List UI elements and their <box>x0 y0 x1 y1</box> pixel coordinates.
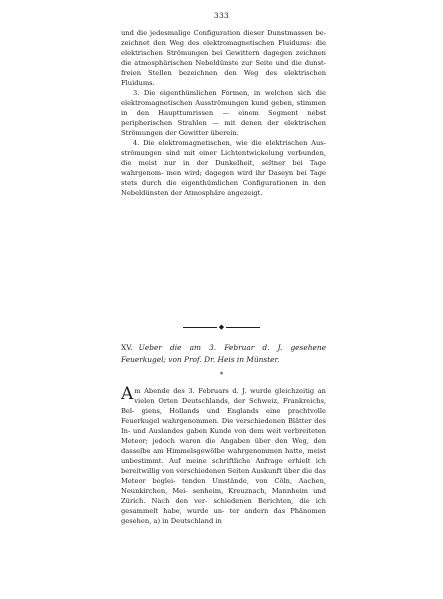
page-number: 333 <box>213 11 230 20</box>
text-line: freien Stellen bezeichnen den Weg des elektrischen Fluidums. <box>121 69 326 87</box>
section-divider <box>0 324 443 330</box>
divider-line-left <box>183 327 217 328</box>
text-line: giens, Hollands und Englands eine prachtvolle Feuerkugel <box>121 407 326 425</box>
paragraph-4 <box>121 138 326 198</box>
text-line: die atmosphärischen Nebeldünste zur Seite und die dunst- <box>121 59 326 67</box>
top-text-block <box>121 28 326 198</box>
divider-line-right <box>226 327 260 328</box>
drop-cap: A <box>121 384 134 404</box>
text-line: Gewitter überein. <box>178 129 239 137</box>
text-line: und die jedesmalige Configuration dieser Dunstmassen be- <box>121 29 326 37</box>
text-line: am Himmelsgewölbe wahrgenommen hatte, meist unbestimmt. <box>121 447 326 465</box>
text-line: elektrischen Strömungen bei Gewittern dagegen zeichnen <box>121 49 326 57</box>
text-line: den Haupttumrissen — einem Segment nebst peripherischen <box>121 109 326 127</box>
text-line: men wird; dagegen wird ihr Daseyn bei Tage stets durch <box>121 169 326 187</box>
text-line: 3. Die eigenthümlichen Formen, in welchen sich die <box>133 89 326 97</box>
text-line: ter andern das Phänomen gesehen, a) in Deutschland in <box>121 507 326 525</box>
text-line: Auf meine schriftliche Anfrage erhielt ich bereitwillig von <box>121 457 326 475</box>
text-line: Atmosphäre angezeigt. <box>184 189 263 197</box>
text-line: senheim, Kreuznach, Mannheim und Zürich. Nach den ver- <box>121 487 326 505</box>
text-line: elektromagnetischen Ausströmungen kund geben, stimmen in <box>121 99 326 117</box>
paragraph-2-continuation <box>121 28 326 88</box>
text-line: meist nur in der Dunkelheit, seltner bei Tage wahrgenom- <box>121 159 326 177</box>
body-text-block <box>121 386 326 526</box>
text-line: 4. Die elektromagnetischen, wie die elektrischen Aus- <box>133 139 326 147</box>
text-line: Strahlen — mit denen der elektrischen Strömungen der <box>121 119 326 137</box>
text-line: wahrgenommen. Die verschiedenen Blätter des In- und <box>121 417 326 435</box>
divider-ornament: ◆ <box>218 323 225 331</box>
body-paragraph <box>121 386 326 526</box>
text-line: Auslandes gaben Kunde von dem weit verbreiteten Meteor; <box>121 427 326 445</box>
text-line: strömungen sind mit einer Lichtentwickelung verbunden, die <box>121 149 326 167</box>
paragraph-3 <box>121 88 326 138</box>
section-title: Ueber die am 3. Februar d. J. gesehene Feuerkugel; von Prof. Dr. Heis in Münster. <box>121 343 326 364</box>
text-line: vielen Orten Deutschlands, der Schweiz, Frankreichs, Bel- <box>121 397 326 415</box>
text-line: verschiedenen Seiten Auskunft über die das Meteor beglei- <box>121 467 326 485</box>
text-line: m Abende des 3. Februars d. J. wurde gleichzeitig an <box>134 387 326 395</box>
section-heading <box>121 342 326 366</box>
text-line: zeichnet den Weg des elektromagnetischen Fluidums: die <box>121 39 326 47</box>
section-numeral: XV. <box>121 343 133 352</box>
text-line: tenden Umstände, von Cöln, Aachen, Neunkirchen, Mei- <box>121 477 326 495</box>
text-line: die eigenthümlichen Configurationen in den Nebeldünsten der <box>121 179 326 197</box>
footnote-star: * <box>219 371 224 379</box>
text-line: jedoch waren die Angaben über den Weg, den dasselbe <box>121 437 326 455</box>
text-line: schiedenen Berichten, die ich gesammelt habe, wurde un- <box>121 497 326 515</box>
